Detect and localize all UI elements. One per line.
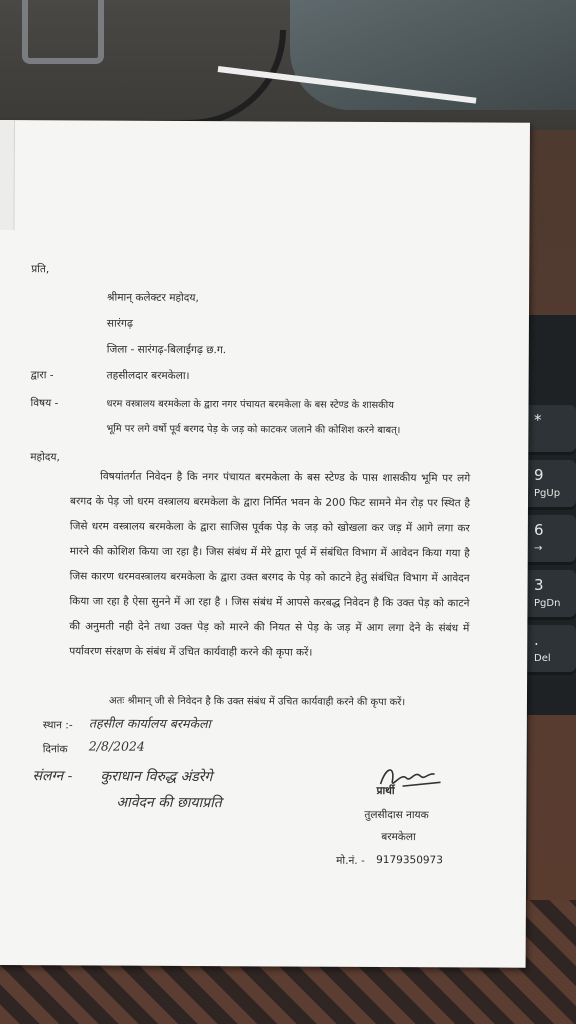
- closing-request: अतः श्रीमान् जी से निवेदन है कि उक्त संबंध में उचित कार्यवाही करने की कृपा करें।: [108, 695, 406, 709]
- subject-line-1: धरम वस्त्रालय बरमकेला के द्वारा नगर पंचायत बरमकेला के बस स्टेण्ड के शासकीय: [106, 398, 394, 412]
- applicant-name: तुलसीदास नायक: [364, 808, 429, 822]
- key-dot-del[interactable]: [522, 625, 576, 675]
- key-label: .: [534, 631, 539, 649]
- applicant-label: प्रार्थी: [376, 784, 395, 798]
- subject-line-2: भूमि पर लगे वर्षो पूर्व बरगद पेड़ के जड़ को काटकर जलाने की कोशिश करने बाबत्।: [106, 423, 401, 437]
- to-label: प्रति,: [31, 263, 50, 276]
- key-asterisk[interactable]: [522, 405, 576, 455]
- key-label: *: [534, 411, 542, 429]
- subject-label: विषय -: [30, 397, 59, 410]
- key-label: 3: [534, 576, 544, 594]
- via-label: द्वारा -: [30, 369, 54, 382]
- place-handwritten: तहसील कार्यालय बरमकेला: [88, 715, 211, 732]
- applicant-place: बरमकेला: [381, 831, 416, 844]
- key-3-pgdn[interactable]: [522, 570, 576, 620]
- key-6-right[interactable]: [522, 515, 576, 565]
- mobile-label: मो.नं. -: [336, 854, 365, 867]
- key-sublabel: →: [534, 543, 543, 554]
- enclosure-label: संलग्न -: [32, 768, 73, 785]
- mobile-value: 9179350973: [376, 853, 443, 867]
- date-label: दिनांक: [42, 743, 68, 756]
- addressee: श्रीमान् कलेक्टर महोदय,: [107, 291, 199, 305]
- date-handwritten: 2/8/2024: [88, 738, 145, 754]
- salutation: महोदय,: [30, 451, 60, 464]
- key-label: 6: [534, 521, 544, 539]
- key-sublabel: Del: [534, 653, 551, 664]
- letter-page: [0, 120, 530, 968]
- via-value: तहसीलदार बरमकेला।: [106, 369, 190, 382]
- paper-underneath-edge: [0, 120, 15, 230]
- key-9-pgup[interactable]: [522, 460, 576, 510]
- key-sublabel: PgUp: [534, 488, 561, 499]
- district: जिला - सारंगढ़-बिलाईगढ़ छ.ग.: [106, 343, 227, 357]
- key-label: 9: [534, 466, 544, 484]
- place-label: स्थान :-: [42, 719, 73, 732]
- city: सारंगढ़: [106, 317, 133, 330]
- enclosure-line-2: आवेदन की छायाप्रति: [116, 794, 222, 812]
- enclosure-line-1: कुराधान विरुद्ध अंडरेगे: [100, 768, 213, 786]
- body-paragraph: विषयांतर्गत निवेदन है कि नगर पंचायत बरमकेला के बस स्टेण्ड के पास शासकीय भूमि पर लगे बरगद के पेड़ जो धरम वस्त्रालय बरमकेला के द्वारा निर्मित भवन के 200 फिट सामने मेन रोड़ पर स्थित है जिसे धरम वस्त्रालय बरमकेला के द्वारा साजिस पूर्वक पेड़ के जड़ को खोखला कर जड़ में आगे लगा कर मारने की कोशिश किया जा रहा है। जिस संबंध में मेरे द्वारा पूर्व में संबंधित विभाग में आवेदन किया गया है जिस कारण धरमवस्त्रालय बरमकेला के द्वारा उक्त बरगद के पेड़ को काटने हेतु संबंधित विभाग में आवेदन किया जा रहा है ऐसा सुनने में आ रहा है । जिस संबंध में आपसे करबद्ध निवेदन है कि उक्त पेड़ को काटने की अनुमती नही देने तथा उक्त पेड़ को मारने की नियत से पेड़ के जड़ में आग लगा देने के संबंध में पर्यावरण संरक्षण के संबंध में उचित कार्यवाही करने की कृपा करें।: [69, 470, 471, 659]
- key-sublabel: PgDn: [534, 598, 561, 609]
